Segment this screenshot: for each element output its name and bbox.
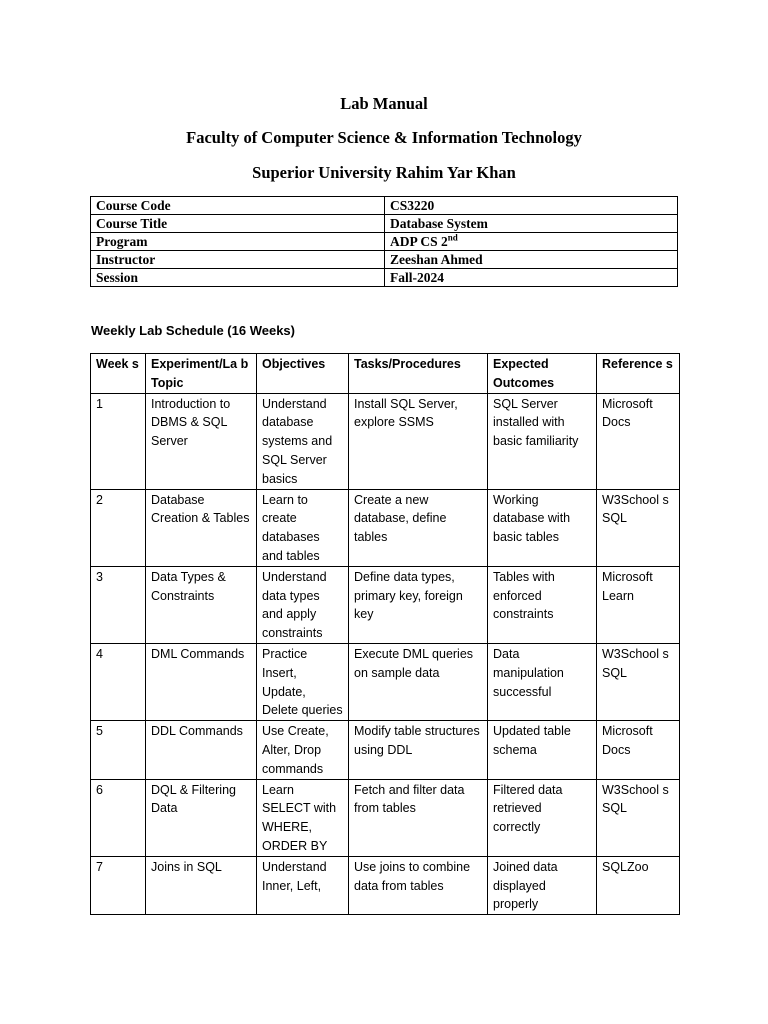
document-title: Lab Manual	[340, 94, 428, 113]
schedule-cell: Updated table schema	[488, 721, 597, 779]
schedule-cell: 4	[91, 643, 146, 720]
schedule-header-row	[91, 354, 680, 394]
schedule-cell: SQLZoo	[597, 856, 680, 914]
faculty-heading: Faculty of Computer Science & Information Technology	[186, 128, 582, 147]
schedule-cell: Introduction to DBMS & SQL Server	[146, 393, 257, 489]
course-info-value-text: Database System	[390, 216, 488, 231]
schedule-header-cell: Objectives	[257, 354, 349, 394]
schedule-cell: 7	[91, 856, 146, 914]
schedule-cell: Joins in SQL	[146, 856, 257, 914]
schedule-cell: Define data types, primary key, foreign key	[349, 566, 488, 643]
schedule-cell: Data manipulation successful	[488, 643, 597, 720]
schedule-cell: 6	[91, 779, 146, 856]
course-info-value	[385, 197, 678, 215]
schedule-header-cell: Week s	[91, 354, 146, 394]
course-info-value	[385, 215, 678, 233]
schedule-cell: Microsoft Docs	[597, 721, 680, 779]
course-info-value-text: CS3220	[390, 198, 435, 213]
schedule-cell: Use Create, Alter, Drop commands	[257, 721, 349, 779]
schedule-cell: Create a new database, define tables	[349, 489, 488, 566]
schedule-cell: Learn SELECT with WHERE, ORDER BY	[257, 779, 349, 856]
course-info-superscript: nd	[447, 232, 458, 243]
schedule-cell: Modify table structures using DDL	[349, 721, 488, 779]
schedule-cell: 5	[91, 721, 146, 779]
schedule-cell: Understand data types and apply constraints	[257, 566, 349, 643]
course-info-value-text: ADP CS 2	[390, 234, 448, 249]
schedule-cell: W3School s SQL	[597, 643, 680, 720]
schedule-table	[90, 353, 680, 915]
schedule-row	[91, 721, 680, 779]
course-info-label: Course Title	[91, 215, 385, 233]
course-info-label: Instructor	[91, 251, 385, 269]
schedule-cell: DDL Commands	[146, 721, 257, 779]
schedule-header-cell: Tasks/Procedures	[349, 354, 488, 394]
schedule-cell: Learn to create databases and tables	[257, 489, 349, 566]
course-info-value	[385, 251, 678, 269]
schedule-cell: Practice Insert, Update, Delete queries	[257, 643, 349, 720]
schedule-row	[91, 643, 680, 720]
course-info-value-text: Fall-2024	[390, 270, 444, 285]
schedule-row	[91, 566, 680, 643]
course-info-row	[91, 269, 678, 287]
course-info-row	[91, 215, 678, 233]
course-info-value-text: Zeeshan Ahmed	[390, 252, 483, 267]
course-info-label: Session	[91, 269, 385, 287]
schedule-cell: Data Types & Constraints	[146, 566, 257, 643]
schedule-cell: Understand Inner, Left,	[257, 856, 349, 914]
schedule-cell: Microsoft Docs	[597, 393, 680, 489]
schedule-cell: Fetch and filter data from tables	[349, 779, 488, 856]
schedule-cell: SQL Server installed with basic familiarity	[488, 393, 597, 489]
schedule-cell: Tables with enforced constraints	[488, 566, 597, 643]
schedule-row	[91, 393, 680, 489]
schedule-cell: Microsoft Learn	[597, 566, 680, 643]
schedule-row	[91, 856, 680, 914]
schedule-header-cell: Experiment/La b Topic	[146, 354, 257, 394]
schedule-cell: W3School s SQL	[597, 489, 680, 566]
schedule-cell: DQL & Filtering Data	[146, 779, 257, 856]
schedule-row	[91, 779, 680, 856]
course-info-label: Course Code	[91, 197, 385, 215]
schedule-cell: Database Creation & Tables	[146, 489, 257, 566]
schedule-cell: Filtered data retrieved correctly	[488, 779, 597, 856]
university-heading: Superior University Rahim Yar Khan	[252, 163, 516, 182]
course-info-row	[91, 251, 678, 269]
schedule-cell: Joined data displayed properly	[488, 856, 597, 914]
schedule-cell: Working database with basic tables	[488, 489, 597, 566]
schedule-cell: Install SQL Server, explore SSMS	[349, 393, 488, 489]
schedule-row	[91, 489, 680, 566]
schedule-header-cell: Reference s	[597, 354, 680, 394]
schedule-cell: Execute DML queries on sample data	[349, 643, 488, 720]
schedule-header-cell: Expected Outcomes	[488, 354, 597, 394]
schedule-cell: 1	[91, 393, 146, 489]
course-info-row	[91, 197, 678, 215]
course-info-table	[90, 196, 678, 287]
schedule-cell: 2	[91, 489, 146, 566]
course-info-label: Program	[91, 233, 385, 251]
course-info-value	[385, 233, 678, 251]
schedule-title: Weekly Lab Schedule (16 Weeks)	[91, 323, 295, 338]
schedule-cell: DML Commands	[146, 643, 257, 720]
course-info-value	[385, 269, 678, 287]
schedule-cell: Use joins to combine data from tables	[349, 856, 488, 914]
course-info-row	[91, 233, 678, 251]
schedule-cell: Understand database systems and SQL Server basics	[257, 393, 349, 489]
schedule-cell: W3School s SQL	[597, 779, 680, 856]
schedule-cell: 3	[91, 566, 146, 643]
